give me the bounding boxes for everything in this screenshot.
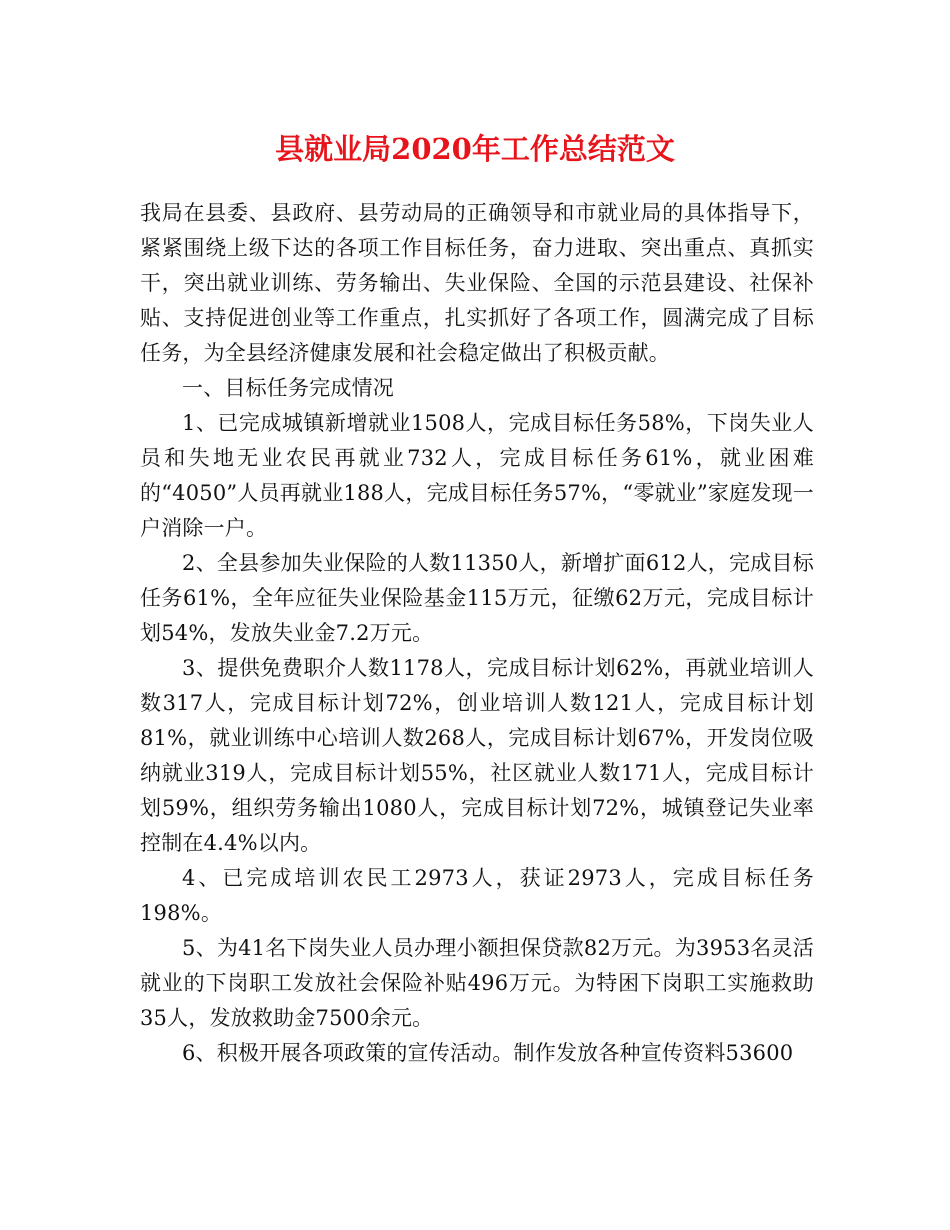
paragraph-item-2: 2、全县参加失业保险的人数11350人，新增扩面612人，完成目标任务61%，全年应征失业保险基金115万元，征缴62万元，完成目标计划54%，发放失业金7.2万元。 xyxy=(140,551,814,645)
document-body xyxy=(140,196,814,1071)
section-heading: 一、目标任务完成情况 xyxy=(182,376,394,400)
paragraph-item-6: 6、积极开展各项政策的宣传活动。制作发放各种宣传资料53600 xyxy=(182,1041,794,1065)
paragraph-item-5: 5、为41名下岗失业人员办理小额担保贷款82万元。为3953名灵活就业的下岗职工发放社会保险补贴496万元。为特困下岗职工实施救助35人，发放救助金7500余元。 xyxy=(140,936,814,1030)
paragraph-intro: 我局在县委、县政府、县劳动局的正确领导和市就业局的具体指导下，紧紧围绕上级下达的各项工作目标任务，奋力进取、突出重点、真抓实干，突出就业训练、劳务输出、失业保险、全国的示范县建设、社保补贴、支持促进创业等工作重点，扎实抓好了各项工作，圆满完成了目标任务，为全县经济健康发展和社会稳定做出了积极贡献。 xyxy=(140,201,814,365)
paragraph-item-4: 4、已完成培训农民工2973人，获证2973人，完成目标任务198%。 xyxy=(140,866,814,925)
paragraph-item-3: 3、提供免费职介人数1178人，完成目标计划62%，再就业培训人数317人，完成目标计划72%，创业培训人数121人，完成目标计划81%，就业训练中心培训人数268人，完成目标计划67%，开发岗位吸纳就业319人，完成目标计划55%，社区就业人数171人，完成目标计划59%，组织劳务输出1080人，完成目标计划72%，城镇登记失业率控制在4.4%以内。 xyxy=(140,656,814,855)
document-title: 县就业局2020年工作总结范文 xyxy=(275,132,675,166)
paragraph-item-1: 1、已完成城镇新增就业1508人，完成目标任务58%，下岗失业人员和失地无业农民再就业732人，完成目标任务61%，就业困难的“4050”人员再就业188人，完成目标任务57%，“零就业”家庭发现一户消除一户。 xyxy=(140,411,814,540)
